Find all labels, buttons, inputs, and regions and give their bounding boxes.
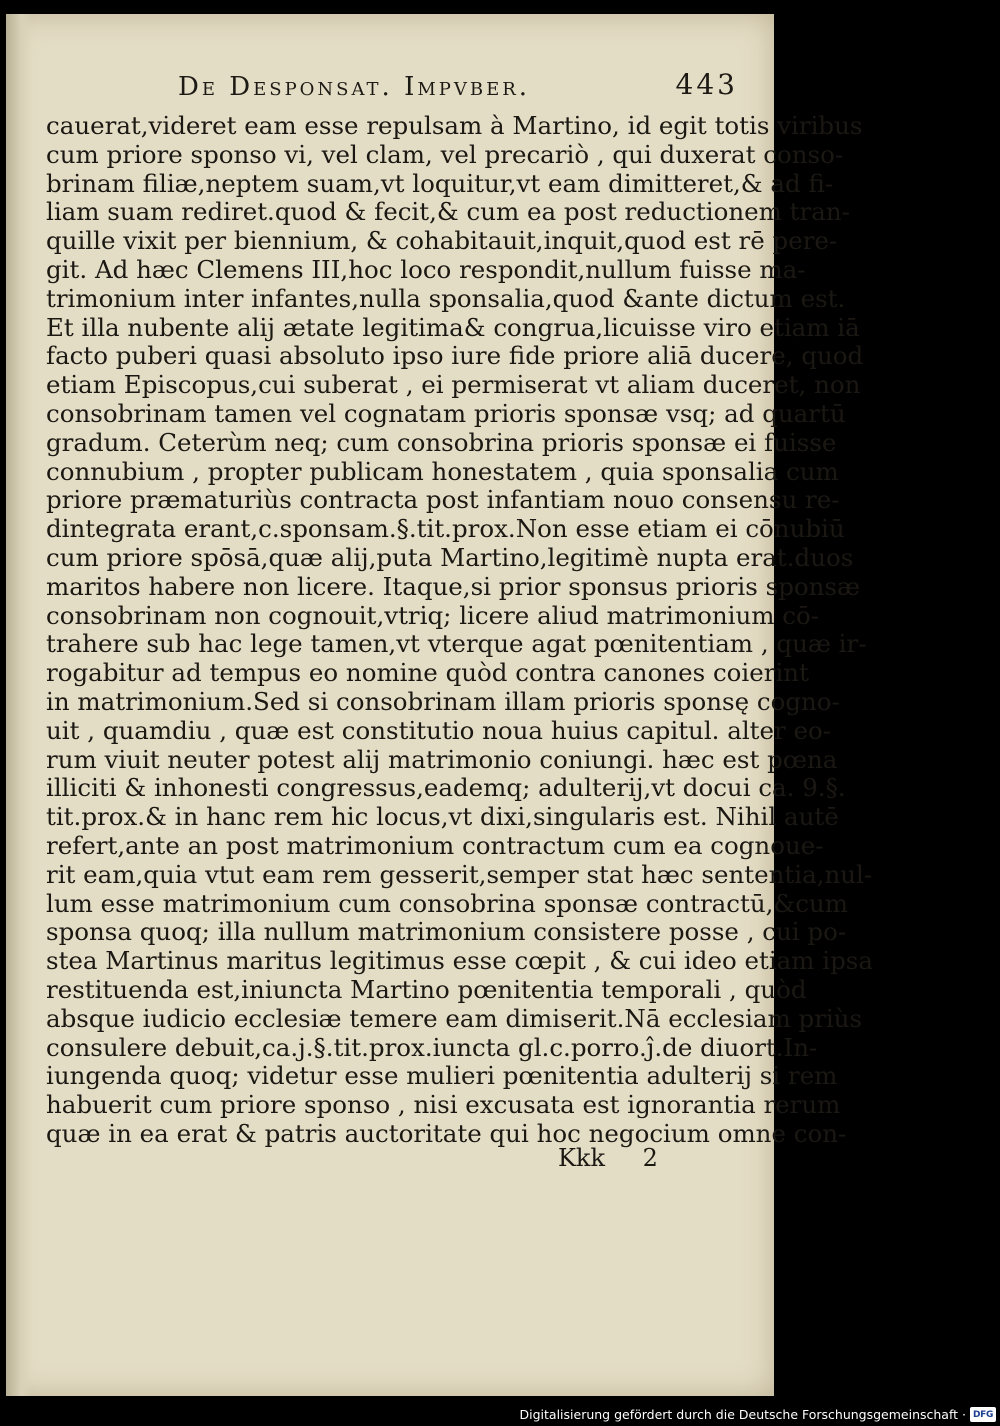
text-line: cauerat,videret eam esse repulsam à Martino, id egit totis viribus (46, 111, 863, 140)
text-line: iungenda quoq; videtur esse mulieri pœnitentia adulterij si rem (46, 1061, 838, 1091)
text-line: cum priore sponso vi, vel clam, vel precariò , qui duxerat conso- (46, 139, 844, 169)
text-line: liam suam rediret.quod & fecit,& cum ea post reductionem tran- (46, 197, 850, 227)
text-line: maritos habere non licere. Itaque,si prior sponsus prioris sponsæ (46, 571, 861, 601)
text-line: habuerit cum priore sponso , nisi excusata est ignorantia rerum (46, 1090, 841, 1120)
text-line: in matrimonium.Sed si consobrinam illam prioris sponsę cogno- (46, 686, 840, 716)
text-line: gradum. Ceterùm neq; cum consobrina prioris sponsæ ei fuisse (46, 427, 837, 457)
text-line: dintegrata erant,c.sponsam.§.tit.prox.Non esse etiam ei cōnubiū (46, 514, 845, 544)
text-line: git. Ad hæc Clemens III,hoc loco respondit,nullum fuisse ma- (46, 254, 806, 284)
text-line: facto puberi quasi absoluto ipso iure fide priore aliā ducere, quod (46, 341, 864, 371)
text-line: trahere sub hac lege tamen,vt vterque agat pœnitentiam , quæ ir- (46, 629, 867, 659)
text-line: lum esse matrimonium cum consobrina sponsæ contractū,&cum (46, 888, 848, 918)
text-line: absque iudicio ecclesiæ temere eam dimiserit.Nā ecclesiam priùs (46, 1003, 863, 1033)
dfg-logo-text: DFG (972, 1409, 994, 1420)
text-line: consobrinam non cognouit,vtriq; licere aliud matrimonium cō- (46, 600, 819, 630)
text-line: illiciti & inhonesti congressus,eademq; adulterij,vt docui ca. 9.§. (46, 773, 846, 803)
text-line: stea Martinus maritus legitimus esse cœpit , & cui ideo etiam ipsa (46, 946, 873, 976)
text-line: rogabitur ad tempus eo nomine quòd contra canones coierint (46, 658, 809, 688)
text-line: priore præmaturiùs contracta post infantiam nouo consensu re- (46, 485, 840, 515)
text-line: quille vixit per biennium, & cohabitauit,inquit,quod est rē pere- (46, 226, 838, 256)
running-head: De Desponsat. Impvber. (178, 72, 531, 102)
page-number: 443 (675, 68, 738, 101)
text-line: rit eam,quia vtut eam rem gesserit,semper stat hæc sententia,nul- (46, 859, 873, 889)
digitization-credit: Digitalisierung gefördert durch die Deutsche Forschungsgemeinschaft · (519, 1407, 966, 1422)
text-line: uit , quamdiu , quæ est constitutio noua huius capitul. alter eo- (46, 715, 832, 745)
page-header (178, 66, 738, 106)
text-line: brinam filiæ,neptem suam,vt loquitur,vt eam dimitteret,& ad fi- (46, 168, 834, 198)
text-line: sponsa quoq; illa nullum matrimonium consistere posse , cui po- (46, 917, 847, 947)
text-line: etiam Episcopus,cui suberat , ei permiserat vt aliam duceret, non (46, 370, 861, 400)
book-page (6, 14, 873, 1396)
text-line: cum priore spōsā,quæ alij,puta Martino,legitimè nupta erat.duos (46, 542, 854, 572)
text-line: trimonium inter infantes,nulla sponsalia,quod &ante dictum est. (46, 283, 846, 313)
text-line: Et illa nubente alij ætate legitima& congrua,licuisse viro etiam iā (46, 312, 860, 342)
text-line: rum viuit neuter potest alij matrimonio coniungi. hæc est pœna (46, 744, 838, 774)
text-line: consulere debuit,ca.j.§.tit.prox.iuncta gl.c.porro.ĵ.de diuort.In- (46, 1032, 818, 1062)
body-text (46, 111, 873, 1149)
signature-mark: Kkk 2 (558, 1144, 658, 1172)
dfg-logo (970, 1407, 996, 1422)
text-line: consobrinam tamen vel cognatam prioris sponsæ vsq; ad quartū (46, 398, 846, 428)
text-line: connubium , propter publicam honestatem , quia sponsalia cum (46, 456, 839, 486)
text-line: refert,ante an post matrimonium contractum cum ea cognoue- (46, 830, 824, 860)
text-line: tit.prox.& in hanc rem hic locus,vt dixi,singularis est. Nihil autē (46, 802, 839, 832)
text-line: restituenda est,iniuncta Martino pœnitentia temporali , quòd (46, 974, 807, 1004)
text-line: quæ in ea erat & patris auctoritate qui hoc negocium omne con- (46, 1118, 847, 1148)
